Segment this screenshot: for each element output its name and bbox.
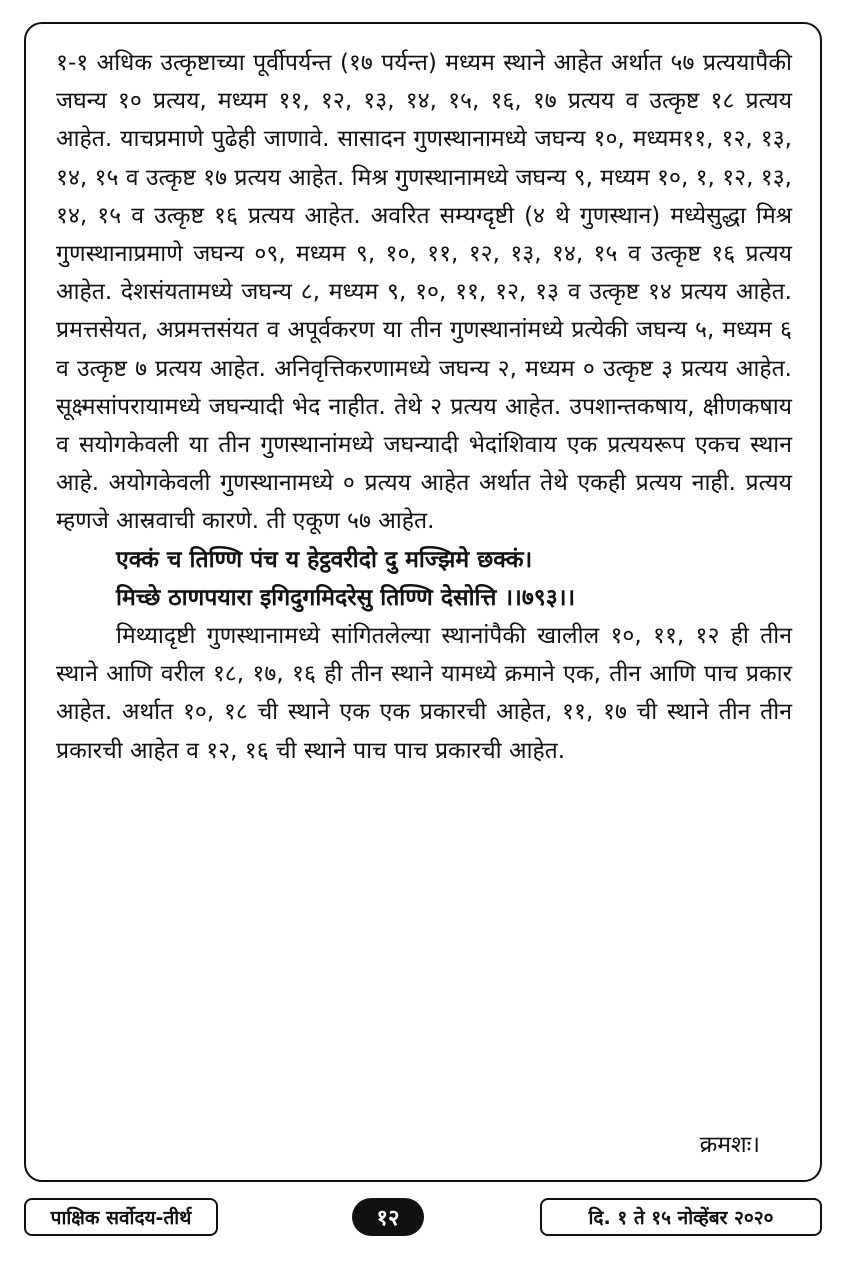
- verse-line-1: एक्कं च तिण्णि पंच य हेट्ठवरीदो दु मज्झिमे छक्कं।: [116, 546, 533, 573]
- paragraph-commentary: मिथ्यादृष्टी गुणस्थानामध्ये सांगितलेल्या स्थानांपैकी खालील १०, ११, १२ ही तीन स्थाने आणि वरील १८, १७, १६ ही तीन स्थाने यामध्ये क्रमाने एक, तीन आणि पाच प्रकार आहेत. अर्थात १०, १८ ची स्थाने एक एक प्रकारची आहेत, ११, १७ ची स्थाने तीन तीन प्रकारची आहेत व १२, १६ ची स्थाने पाच पाच प्रकारची आहेत.: [56, 623, 792, 764]
- paragraph-main: १-१ अधिक उत्कृष्टाच्या पूर्वीपर्यन्त (१७ पर्यन्त) मध्यम स्थाने आहेत अर्थात ५७ प्रत्ययापैकी जघन्य १० प्रत्यय, मध्यम ११, १२, १३, १४, १५, १६, १७ प्रत्यय व उत्कृष्ट १८ प्रत्यय आहेत. याचप्रमाणे पुढेही जाणावे. सासादन गुणस्थानामध्ये जघन्य १०, मध्यम११, १२, १३, १४, १५ व उत्कृष्ट १७ प्रत्यय आहेत. मिश्र गुणस्थानामध्ये जघन्य ९, मध्यम १०, १, १२, १३, १४, १५ व उत्कृष्ट १६ प्रत्यय आहेत. अवरित सम्यग्दृष्टी (४ थे गुणस्थान) मध्येसुद्धा मिश्र गुणस्थानाप्रमाणे जघन्य ०९, मध्यम ९, १०, ११, १२, १३, १४, १५ व उत्कृष्ट १६ प्रत्यय आहेत. देशसंयतामध्ये जघन्य ८, मध्यम ९, १०, ११, १२, १३ व उत्कृष्ट १४ प्रत्यय आहेत. प्रमत्तसेयत, अप्रमत्तसंयत व अपूर्वकरण या तीन गुणस्थानांमध्ये प्रत्येकी जघन्य ५, मध्यम ६ व उत्कृष्ट ७ प्रत्यय आहेत. अनिवृत्तिकरणामध्ये जघन्य २, मध्यम ० उत्कृष्ट ३ प्रत्यय आहेत. सूक्ष्मसांपरायामध्ये जघन्यादी भेद नाहीत. तेथे २ प्रत्यय आहेत. उपशान्तकषाय, क्षीणकषाय व सयोगकेवली या तीन गुणस्थानांमध्ये जघन्यादी भेदांशिवाय एक प्रत्ययरूप एकच स्थान आहे. अयोगकेवली गुणस्थानामध्ये ० प्रत्यय आहेत अर्थात तेथे एकही प्रत्यय नाही. प्रत्यय म्हणजे आस्रवाची कारणे. ती एकूण ५७ आहेत.: [56, 50, 792, 535]
- footer-issue-date: दि. १ ते १५ नोव्हेंबर २०२०: [540, 1198, 822, 1236]
- footer-publication-name: पाक्षिक सर्वोदय-तीर्थ: [24, 1198, 218, 1236]
- continued-marker: क्रमशः।: [699, 1132, 760, 1158]
- footer-page-number: १२: [352, 1198, 424, 1236]
- verse-line-2: मिच्छे ठाणपयारा इगिदुगमिदरेसु तिण्णि देसोत्ति ।।७९३।।: [116, 584, 576, 611]
- page-content: [56, 44, 792, 770]
